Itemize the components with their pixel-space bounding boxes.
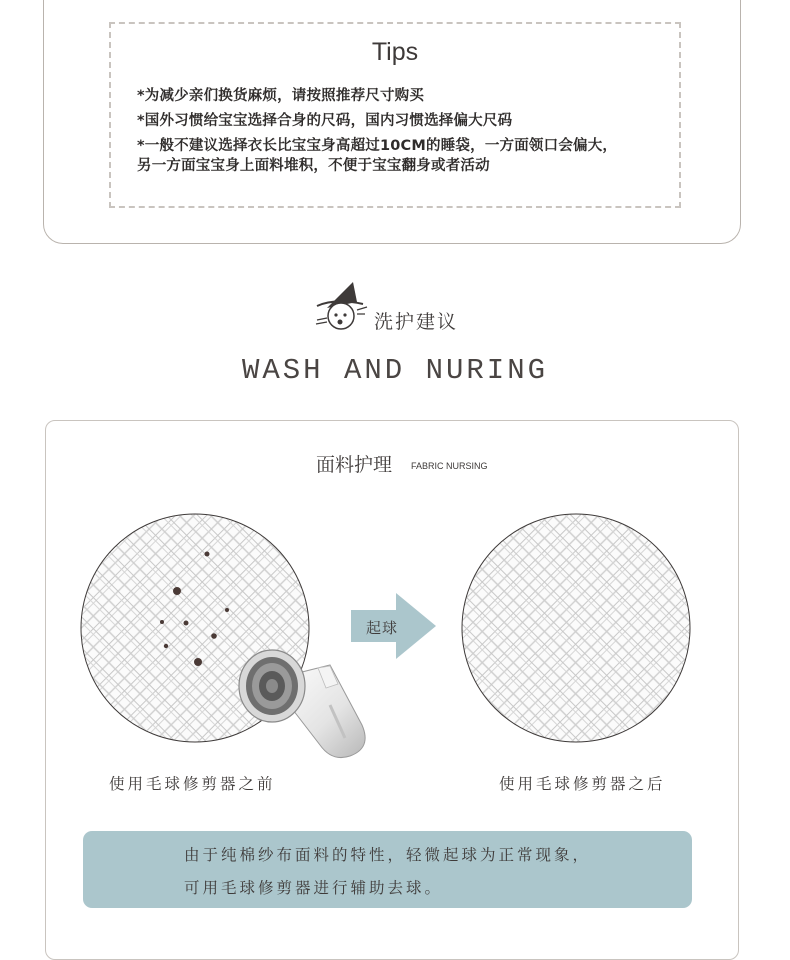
caption-after: 使用毛球修剪器之后 [499, 775, 666, 793]
tip-line: 另一方面宝宝身上面料堆积，不便于宝宝翻身或者活动 [137, 158, 490, 174]
tip-line: *国外习惯给宝宝选择合身的尺码，国内习惯选择偏大尺码 [137, 113, 513, 129]
mascot-witch-icon [313, 280, 371, 332]
pilling-label: 起球 [366, 619, 399, 637]
tips-title: Tips [371, 38, 419, 66]
fabric-title-cn: 面料护理 [316, 454, 393, 476]
caption-before: 使用毛球修剪器之前 [109, 775, 276, 793]
tips-box [109, 22, 681, 208]
tip-line: *一般不建议选择衣长比宝宝身高超过10CM的睡袋，一方面领口会偏大， [137, 138, 618, 154]
note-line: 可用毛球修剪器进行辅助去球。 [184, 879, 444, 897]
section-title-en: WASH AND NURING [241, 354, 549, 387]
section-title-cn: 洗护建议 [374, 311, 459, 333]
tip-line: *为减少亲们换货麻烦，请按照推荐尺寸购买 [137, 88, 425, 104]
fabric-after-circle [462, 514, 690, 742]
note-line: 由于纯棉纱布面料的特性，轻微起球为正常现象， [184, 846, 592, 864]
fabric-title-en: FABRIC NURSING [411, 461, 488, 471]
